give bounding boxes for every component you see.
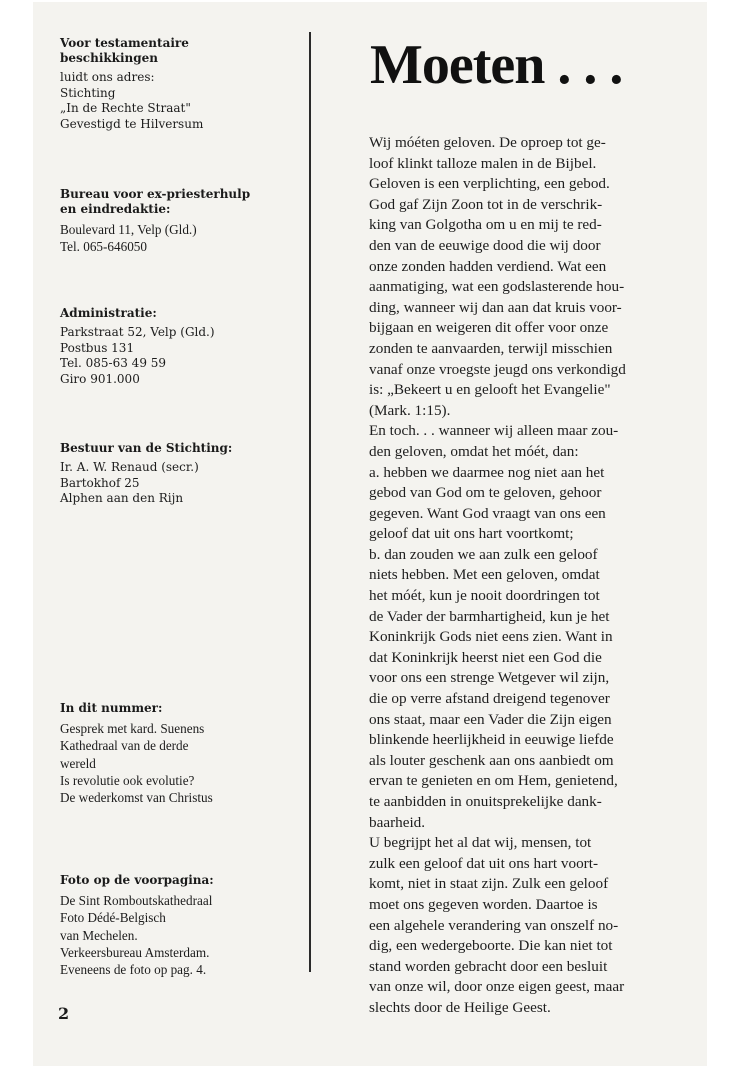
credit-line: Eveneens de foto op pag. 4. [60, 962, 207, 978]
heading-line: Bureau voor ex-priesterhulp [60, 187, 251, 201]
credit-line: Verkeersbureau Amsterdam. [60, 944, 210, 960]
article-line: U begrijpt het al dat wij, mensen, tot [369, 834, 592, 852]
article-line: de Vader der barmhartigheid, kun je het [369, 607, 610, 625]
article-line: En toch. . . wanneer wij alleen maar zou- [369, 422, 619, 440]
name-line: Ir. A. W. Renaud (secr.) [60, 460, 199, 474]
giro-line: Giro 901.000 [60, 371, 140, 386]
article-line: b. dan zouden we aan zulk een geloof [369, 545, 598, 563]
article-line: bijgaan en weigeren dit offer voor onze [369, 319, 609, 337]
article-line: loof klinkt talloze malen in de Bijbel. [369, 154, 597, 172]
column-divider [309, 32, 311, 972]
contents-item: De wederkomst van Christus [60, 790, 213, 806]
heading-line: beschikkingen [60, 51, 159, 65]
article-line: Wij móéten geloven. De oproep tot ge- [369, 134, 606, 151]
article-line: moet ons gegeven worden. Daartoe is [369, 895, 598, 913]
article-line: aanmatiging, wat een godslasterende hou- [369, 278, 625, 296]
article-line: king van Golgotha om u en mij te red- [369, 216, 602, 234]
article-line: geloof dat uit ons hart voortkomt; [369, 525, 574, 543]
credit-line: Foto Dédé-Belgisch [60, 910, 166, 926]
article-line: zonden te aanvaarden, terwijl misschien [369, 339, 613, 357]
article-title: Moeten . . . [370, 34, 623, 96]
article-line: niets hebben. Met een geloven, omdat [369, 566, 600, 584]
contents-item: Is revolutie ook evolutie? [60, 772, 195, 788]
contents-item: Kathedraal van de derde [60, 738, 189, 754]
bestuur-section [60, 441, 285, 507]
article-line: dat Koninkrijk heerst niet een God die [369, 648, 602, 666]
heading-line: Bestuur van de Stichting: [60, 441, 233, 455]
article-line: slechts door de Heilige Geest. [369, 998, 551, 1016]
article-line: gebod van God om te geloven, gehoor [369, 484, 602, 502]
article-line: te aanbidden in onuitsprekelijke dank- [369, 793, 602, 810]
article-line: ding, wanneer wij dan aan dat kruis voor- [369, 298, 622, 316]
article-line: onze zonden hadden verdiend. Wat een [369, 257, 607, 275]
address-line: Gevestigd te Hilversum [60, 116, 204, 131]
article-line: een algehele verandering van onszelf no- [369, 916, 619, 934]
bureau-heading [60, 187, 285, 217]
article-line: die op verre afstand dreigend tegenover [369, 690, 610, 708]
address-line: Boulevard 11, Velp (Gld.) [60, 222, 197, 237]
heading-line: Voor testamentaire [60, 36, 189, 50]
testament-section [60, 36, 285, 132]
photo-credit-heading [60, 873, 285, 888]
article-line: gegeven. Want God vraagt van ons een [369, 504, 606, 522]
article-line: vanaf onze vroegste jeugd ons verkondigd [369, 360, 626, 378]
article-line: ervan te genieten en om Hem, genietend, [369, 772, 618, 790]
phone-line: Tel. 065-646050 [60, 239, 147, 255]
article-line: is: „Bekeert u en gelooft het Evangelie" [369, 381, 611, 399]
address-line: Postbus 131 [60, 340, 135, 355]
article-line: den geloven, omdat het móét, dan: [369, 442, 579, 460]
address-line: Stichting [60, 85, 116, 100]
bureau-section [60, 187, 285, 256]
article-line: den van de eeuwige dood die wij door [369, 236, 601, 254]
administratie-heading [60, 306, 285, 321]
article-line: (Mark. 1:15). [369, 401, 451, 419]
address-line: „In de Rechte Straat" [60, 101, 191, 115]
article-line: ons staat, maar een Vader die Zijn eigen [369, 710, 612, 728]
contents-item: Gesprek met kard. Suenens [60, 721, 205, 736]
article-line: dig, een wedergeboorte. Die kan niet tot [369, 937, 613, 955]
page-number: 2 [58, 1004, 70, 1023]
credit-line: van Mechelen. [60, 927, 138, 943]
article-line: komt, niet in staat zijn. Zulk een geloof [369, 875, 609, 893]
article-line: baarheid. [369, 813, 426, 831]
contents-item: wereld [60, 755, 96, 771]
testament-heading [60, 36, 285, 66]
article-body [369, 133, 687, 1019]
address-line: luidt ons adres: [60, 70, 155, 84]
address-line: Alphen aan den Rijn [60, 491, 184, 505]
article-line: voor ons een strenge Wetgever wil zijn, [369, 669, 610, 687]
photo-credit-section [60, 873, 285, 978]
credit-line: De Sint Romboutskathedraal [60, 893, 213, 908]
heading-line: en eindredaktie: [60, 202, 171, 216]
heading-line: In dit nummer: [60, 701, 163, 715]
article-line: blinkende heerlijkheid in eeuwige liefde [369, 731, 614, 749]
contents-heading [60, 701, 285, 716]
address-line: Bartokhof 25 [60, 475, 140, 490]
article-line: God gaf Zijn Zoon tot in de verschrik- [369, 195, 603, 213]
article-line: Geloven is een verplichting, een gebod. [369, 175, 610, 193]
bestuur-heading [60, 441, 285, 456]
phone-line: Tel. 085-63 49 59 [60, 356, 167, 370]
article-line: a. hebben we daarmee nog niet aan het [369, 463, 605, 481]
article-line: van onze wil, door onze eigen geest, maar [369, 978, 625, 996]
article-line: als louter geschenk aan ons aanbiedt om [369, 751, 614, 769]
article-line: Koninkrijk Gods niet eens zien. Want in [369, 628, 613, 646]
heading-line: Administratie: [60, 306, 157, 320]
article-line: stand worden gebracht door een besluit [369, 957, 608, 975]
article-line: zulk een geloof dat uit ons hart voort- [369, 854, 599, 872]
administratie-section [60, 306, 285, 387]
heading-line: Foto op de voorpagina: [60, 873, 214, 887]
contents-section [60, 701, 285, 806]
address-line: Parkstraat 52, Velp (Gld.) [60, 325, 215, 339]
article-line: het móét, kun je nooit doordringen tot [369, 587, 600, 605]
